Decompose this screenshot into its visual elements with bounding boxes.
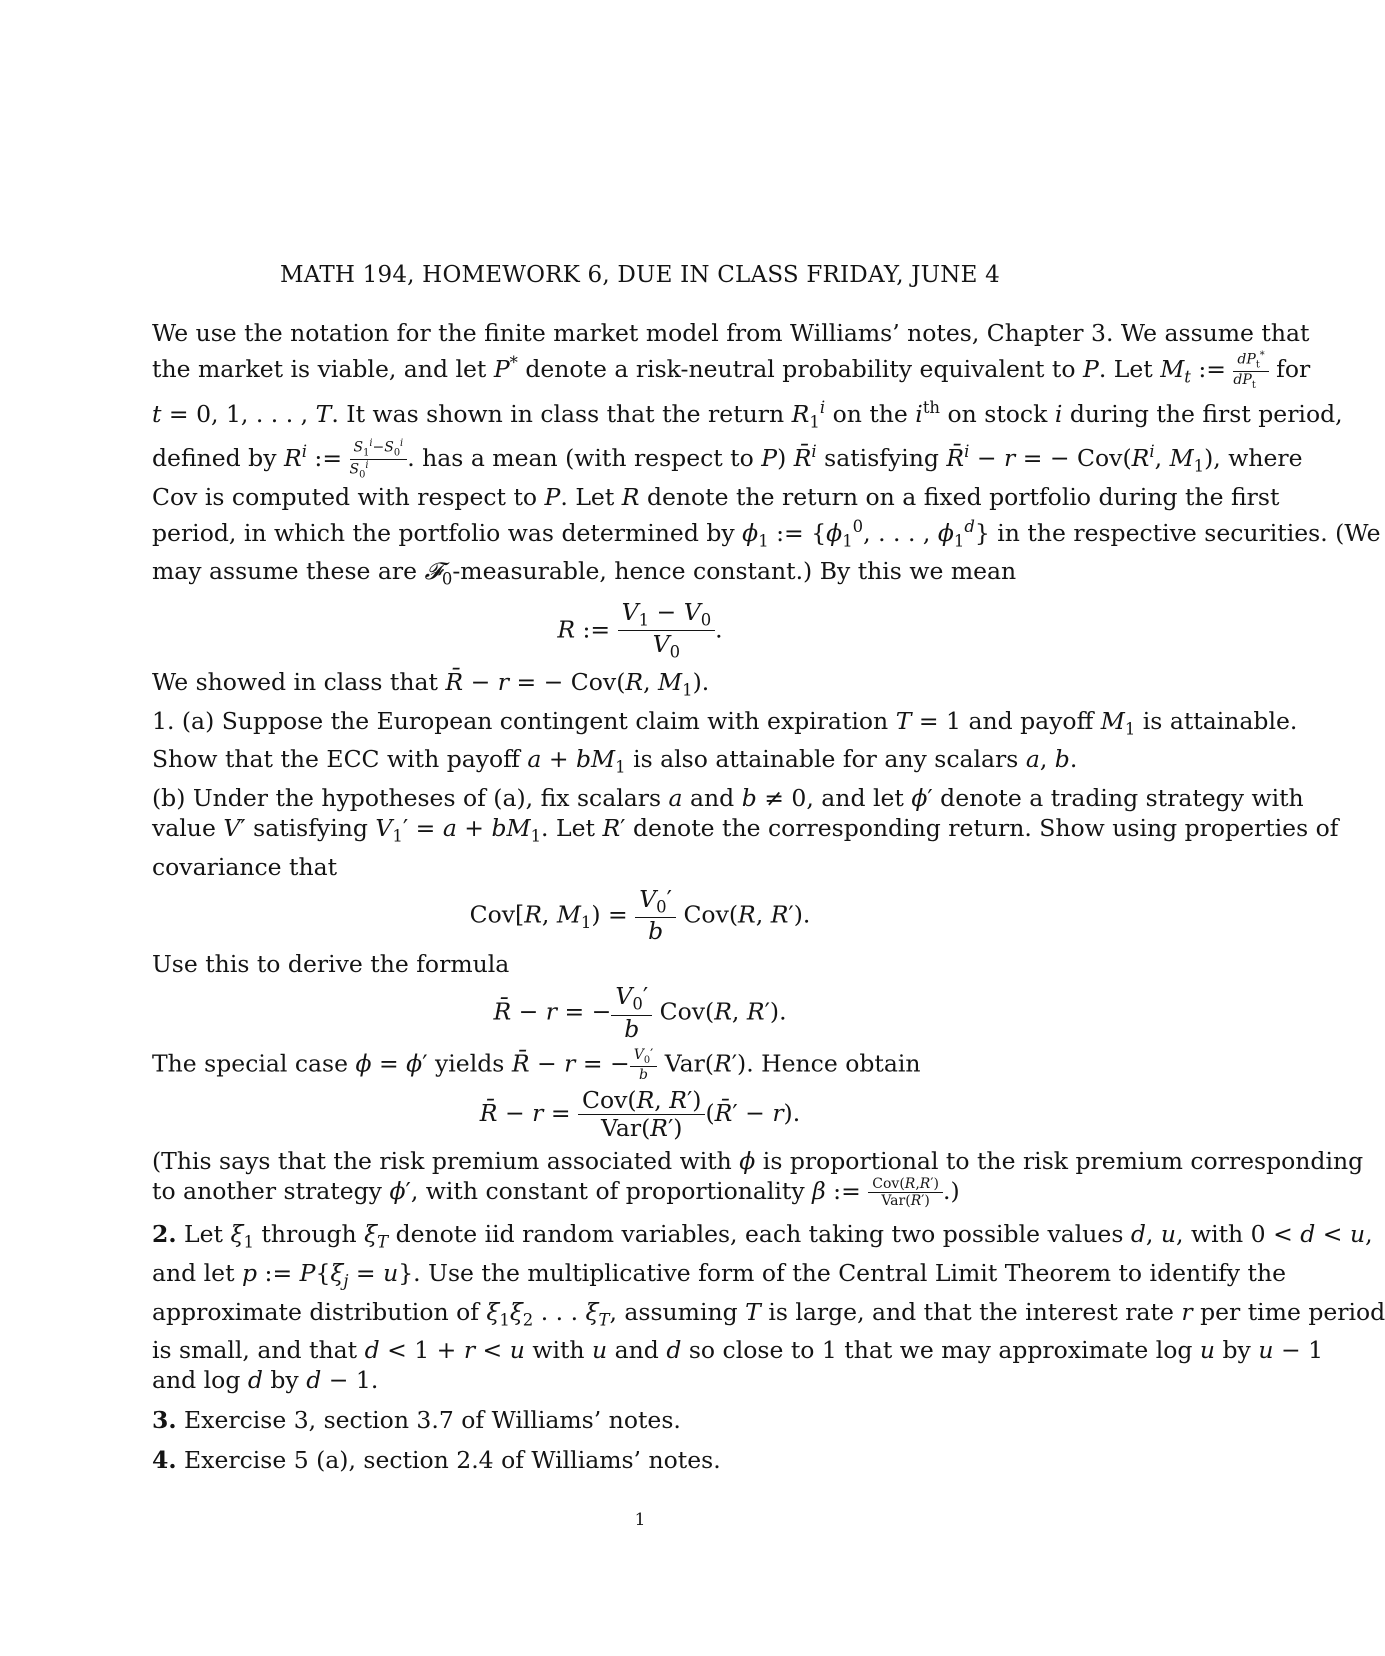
equation-beta-relation: R̄ − r = $\frac{\text{Cov(R, R′)}}{\text{Var(R′)}}$ (R̄′ − r). — [479, 1086, 801, 1143]
intro-line-6: period, in which the portfolio was determined by $\phi_1$ := {$\phi_1^0$, . . . , $\phi_1^d$} in the respective securities. (We — [152, 516, 1381, 551]
intro-line-3: t = 0, 1, . . . , T. It was shown in class that the return $R_1^i$ on the $i^{th}$ on stock i during the first period, — [152, 397, 1343, 432]
intro-line-5: Cov is computed with respect to P. Let R denote the return on a fixed portfolio during the first — [152, 482, 1280, 511]
shown-in-class-line: We showed in class that R̄ − r = − Cov(R, $M_1$). — [152, 667, 710, 700]
q1-special-case-line: The special case ϕ = ϕ′ yields R̄ − r = − $\frac{V_0'}{b}$ Var(R′). Hence obtain — [152, 1046, 921, 1083]
intro-line-1: We use the notation for the finite market model from Williams’ notes, Chapter 3. We assume that — [152, 319, 1310, 347]
q1b-line-2: value V′ satisfying $V_1' = a + bM_1$. Let R′ denote the corresponding return. Show using properties of — [152, 814, 1339, 846]
q1a-line-2: Show that the ECC with payoff $a + bM_1$ is also attainable for any scalars a, b. — [152, 745, 1078, 777]
intro-paragraph — [152, 318, 1385, 1475]
q1b-line-1: (b) Under the hypotheses of (a), fix scalars a and b ≠ 0, and let ϕ′ denote a trading strategy with — [152, 784, 1304, 812]
q1-derive-line: Use this to derive the formula — [152, 950, 510, 979]
equation-return-def: R := $\frac{V_1 - V_0}{V_0}$ . — [557, 597, 723, 663]
q3-line: 3. Exercise 3, section 3.7 of Williams’ notes. — [152, 1406, 681, 1435]
q1b-line-3: covariance that — [152, 852, 338, 881]
equation-risk-premium: R̄ − r = − $\frac{V_0'}{b}$ Cov(R, R′). — [493, 982, 787, 1043]
q2-line-5: and log d by d − 1. — [152, 1366, 379, 1395]
intro-line-2: the market is viable, and let P* denote a risk-neutral probability equivalent to P. Let $M_t$ := $\frac{dP_t^*}{dP_t}$ for — [152, 349, 1311, 391]
q2-line-2: and let p := $P\{\xi_j = u\}$. Use the multiplicative form of the Central Limit Theorem to identify the — [152, 1258, 1287, 1291]
intro-line-7: may assume these are 𝓕$_0$-measurable, hence constant.) By this we mean — [152, 557, 1017, 589]
intro-line-4: defined by $R^i$ := $\frac{S_1^i-S_0^i}{S_0^i}$ . has a mean (with respect to P) R̄$^i$ satisfying R̄$^i$ − r = − $Cov(R^i$, $M_1$), where — [152, 438, 1303, 481]
q2-line-3: approximate distribution of $\xi_1\xi_2$ . . . $\xi_T$, assuming T is large, and that the interest rate r per time period — [152, 1297, 1385, 1330]
equation-cov-identity: Cov[R, $M_1$) = $\frac{V_0'}{b}$ Cov(R, R′). — [469, 884, 811, 946]
page-title: MATH 194, HOMEWORK 6, DUE IN CLASS FRIDAY, JUNE 4 — [280, 262, 1000, 288]
q2-line-4: is small, and that d < 1 + r < u with u and d so close to 1 that we may approximate log u by u − 1 — [152, 1336, 1324, 1365]
q1-remark-line-2: to another strategy ϕ′, with constant of proportionality β := $\frac{\text{Cov(R,R′)}}{\text{Var(R′)}}$ .) — [152, 1176, 960, 1210]
page-number: 1 — [634, 1510, 646, 1530]
q1-remark-line-1: (This says that the risk premium associated with ϕ is proportional to the risk premium corresponding — [152, 1147, 1364, 1176]
q1a-line-1: 1. (a) Suppose the European contingent claim with expiration T = 1 and payoff $M_1$ is attainable. — [152, 706, 1298, 739]
q4-line: 4. Exercise 5 (a), section 2.4 of Williams’ notes. — [152, 1446, 721, 1475]
q2-line-1: 2. Let $\xi_1$ through $\xi_T$ denote iid random variables, each taking two possible values d, u, with 0 < d < u, — [152, 1220, 1373, 1252]
